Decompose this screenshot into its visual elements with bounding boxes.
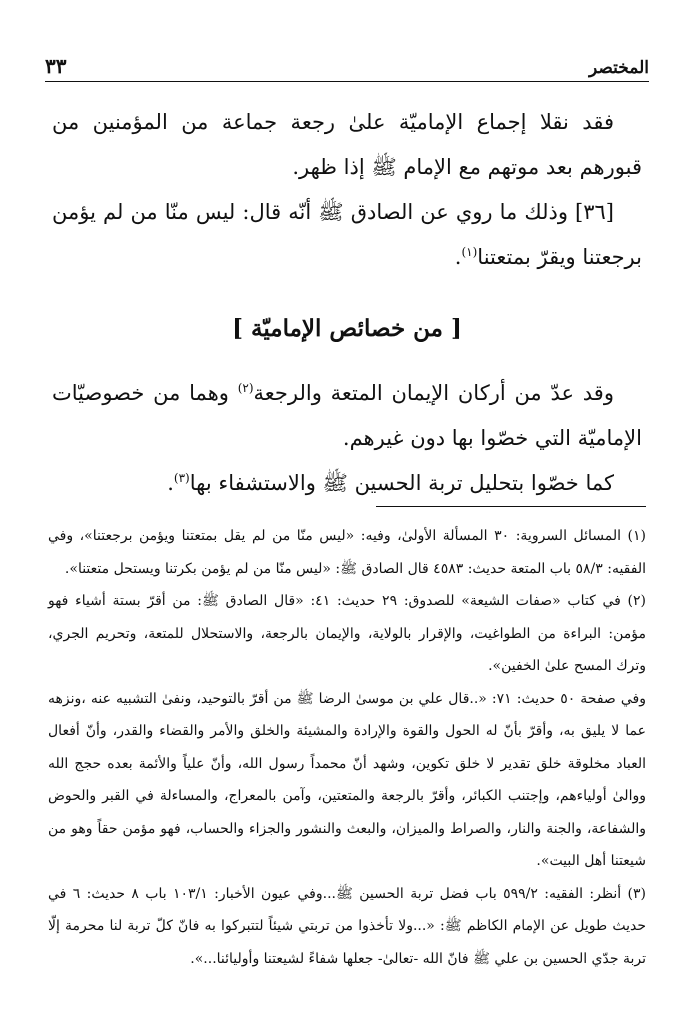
footnote-2: (٢) في كتاب «صفات الشيعة» للصدوق: ٢٩ حديث: ٤١: «قال الصادق ﷺ: من أقرّ بستة أشياء فهو مؤمن: البراءة من الطواغيت، والإقرار بالولاية، والإيمان بالرجعة، والاستحلال للمتعة، وتحريم الجري، وترك المسح علىٰ الخفين». [48,593,647,674]
page-number: ٣٣ [45,54,67,78]
paragraph-4-end: . [167,471,174,495]
footnote-3: (٣) أنظر: الفقيه: ٥٩٩/٢ باب فضل تربة الحسين ﷺ...وفي عيون الأخبار: ١٠٣/١ باب ٨ حديث: ٦ في حديث طويل عن الإمام الكاظم ﷺ: «...ولا تأخذوا من تربتي شيئاً لتتبركوا به فانّ كلّ تربة لنا محرمة إلّا تربة جدّي الحسين بن علي ﷺ فانّ الله -تعالىٰ- جعلها شفاءً لشيعتنا وأوليائنا...». [48,885,646,967]
paragraph-3-text-b: وهما من خصوصيّات الإماميّة التي خصّوا بها دون غيرهم. [52,381,642,450]
footnote-ref-3: (٣) [173,471,190,485]
section-heading: [ من خصائص الإماميّة ] [232,315,462,342]
paragraph-1: فقد نقلا إجماع الإماميّة علىٰ رجعة جماعة من المؤمنين من قبورهم بعد موتهم مع الإمام ﷺ إذا ظهر. [52,110,642,179]
main-text [52,100,642,506]
paragraph-2 [52,190,642,280]
footnote-ref-2: (٢) [237,381,254,395]
footnote-ref-1: (١) [461,245,478,259]
footnotes [48,520,646,975]
paragraph-3-text-a: وقد عدّ من أركان الإيمان المتعة والرجعة [253,381,614,405]
running-title: المختصر [589,58,649,78]
page-header [45,52,649,82]
paragraph-4-text: كما خصّوا بتحليل تربة الحسين ﷺ والاستشفاء بها [189,471,614,495]
paragraph-4 [52,461,642,506]
paragraph-3 [52,371,642,461]
footnote-separator [376,506,646,507]
footnote-2-continued: وفي صفحة ٥٠ حديث: ٧١: «..قال علي بن موسىٰ الرضا ﷺ من أقرّ بالتوحيد، ونفىٰ التشبيه عنه ،ونزهه عما لا يليق به، وأقرّ بأنّ له الحول والقوة والإرادة والمشيئة والخلق والأمر والقضاء والقدر، وأنّ أفعال العباد مخلوقة خلق تقدير لا خلق تكوين، وشهد أنّ محمداً رسول الله، وأنّ علياً والأئمة بعده حجج الله ووالىٰ أولياءهم، وإجتنب الكبائر، وأقرّ بالرجعة والمتعتين، وآمن بالمعراج، والمساءلة في القبر والحوض والشفاعة، والجنة والنار، والصراط والميزان، والبعث والنشور والجزاء والحساب، فهو مؤمن حقاً وهو من شيعتنا أهل البيت». [48,690,647,869]
paragraph-2-end: . [454,245,462,269]
footnote-1: (١) المسائل السروية: ٣٠ المسألة الأولىٰ، وفيه: «ليس منّا من لم يقل بمتعتنا ويؤمن برجعتنا»، وفي الفقيه: ٥٨/٣ باب المتعة حديث: ٤٥٨٣ قال الصادق ﷺ: «ليس منّا من لم يؤمن بكرتنا ويستحل متعتنا». [48,528,646,577]
paragraph-2-text: [٣٦] وذلك ما روي عن الصادق ﷺ أنّه قال: ليس منّا من لم يؤمن برجعتنا ويقرّ بمتعتنا [52,200,642,269]
